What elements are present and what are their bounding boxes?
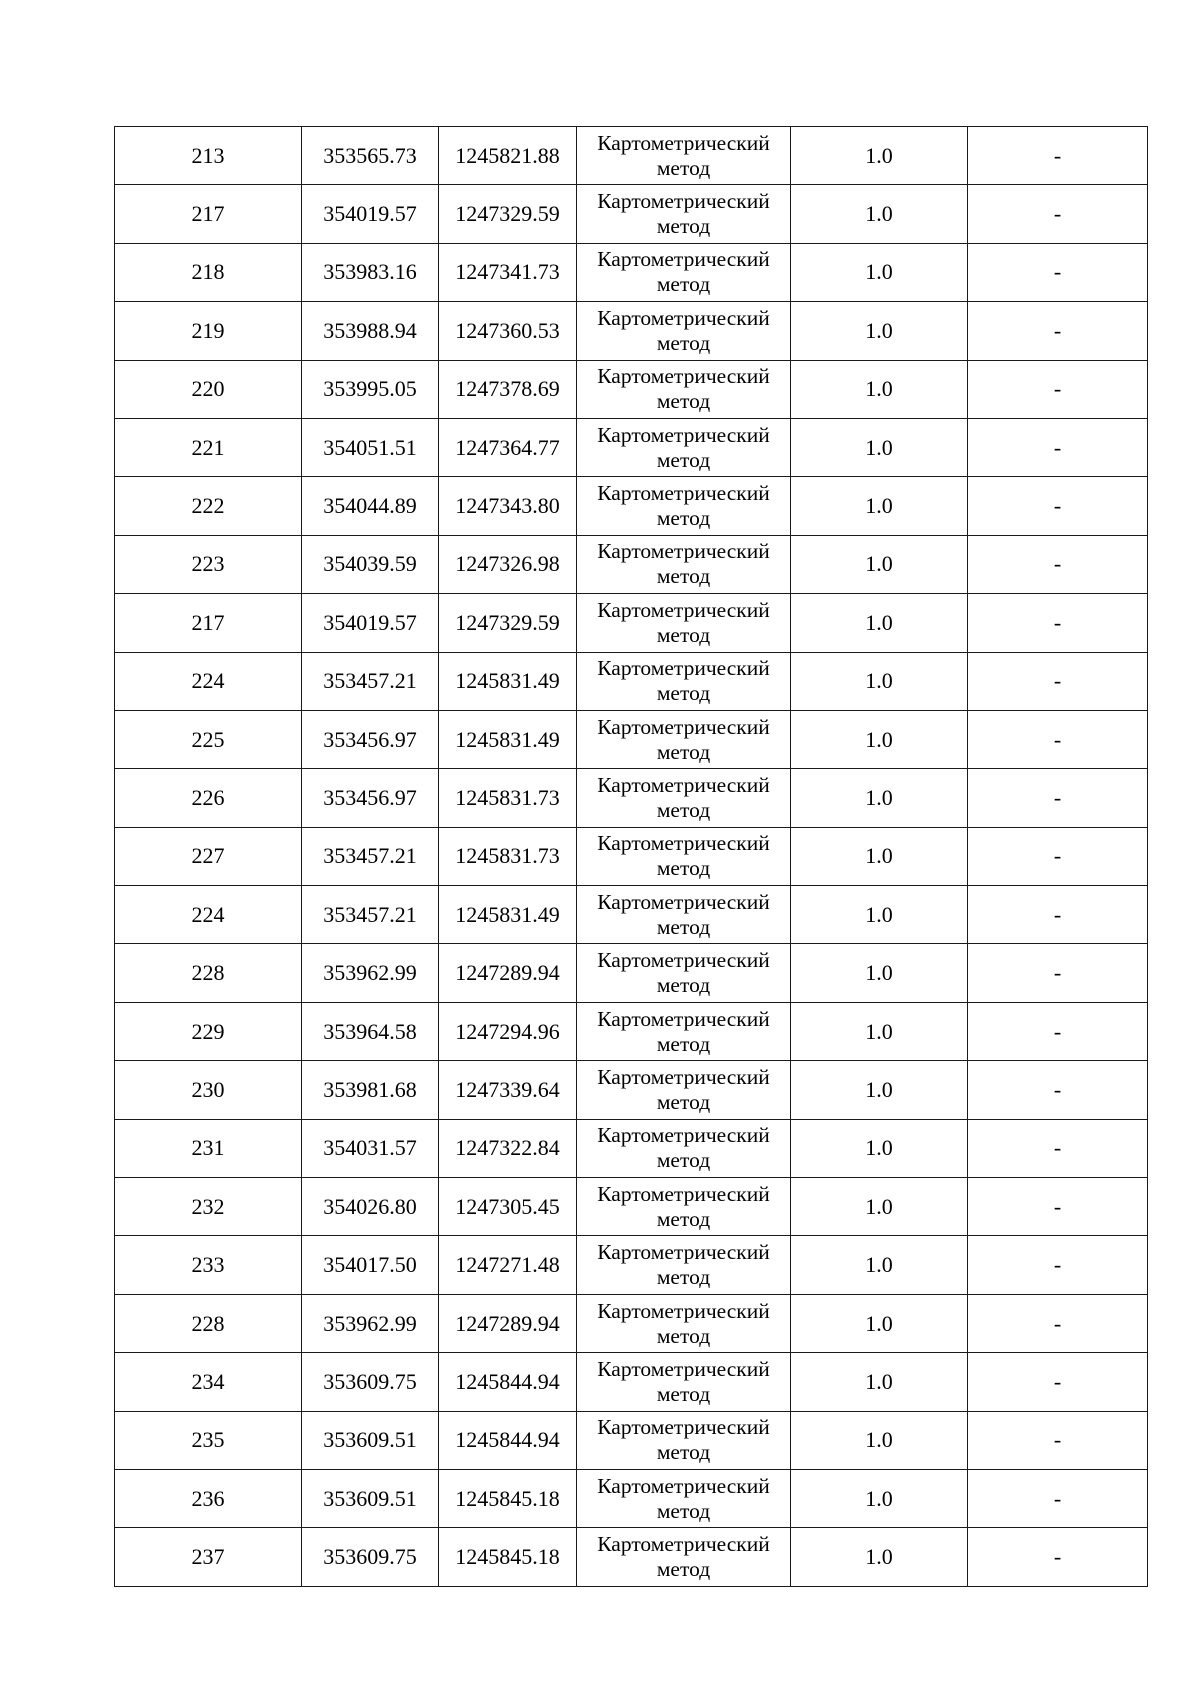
accuracy-cell: 1.0 (791, 1469, 968, 1527)
note-cell: - (968, 1178, 1148, 1236)
x-coordinate-cell: 353565.73 (302, 127, 439, 185)
table-row (115, 127, 1148, 185)
note-cell: - (968, 243, 1148, 301)
point-number-cell: 236 (115, 1469, 302, 1527)
method-cell: Картометрический метод (577, 127, 791, 185)
method-cell: Картометрический метод (577, 302, 791, 360)
method-cell: Картометрический метод (577, 1294, 791, 1352)
accuracy-cell: 1.0 (791, 477, 968, 535)
note-cell: - (968, 652, 1148, 710)
x-coordinate-cell: 354031.57 (302, 1119, 439, 1177)
note-cell: - (968, 1411, 1148, 1469)
accuracy-cell: 1.0 (791, 652, 968, 710)
method-cell: Картометрический метод (577, 1061, 791, 1119)
point-number-cell: 218 (115, 243, 302, 301)
method-cell: Картометрический метод (577, 769, 791, 827)
accuracy-cell: 1.0 (791, 1294, 968, 1352)
accuracy-cell: 1.0 (791, 360, 968, 418)
accuracy-cell: 1.0 (791, 769, 968, 827)
x-coordinate-cell: 353457.21 (302, 652, 439, 710)
method-cell: Картометрический метод (577, 477, 791, 535)
note-cell: - (968, 827, 1148, 885)
x-coordinate-cell: 354039.59 (302, 535, 439, 593)
accuracy-cell: 1.0 (791, 418, 968, 476)
y-coordinate-cell: 1245845.18 (439, 1469, 577, 1527)
y-coordinate-cell: 1247326.98 (439, 535, 577, 593)
method-cell: Картометрический метод (577, 886, 791, 944)
method-cell: Картометрический метод (577, 710, 791, 768)
note-cell: - (968, 418, 1148, 476)
table-row (115, 535, 1148, 593)
point-number-cell: 227 (115, 827, 302, 885)
y-coordinate-cell: 1245831.49 (439, 886, 577, 944)
y-coordinate-cell: 1247329.59 (439, 185, 577, 243)
note-cell: - (968, 302, 1148, 360)
note-cell: - (968, 127, 1148, 185)
point-number-cell: 221 (115, 418, 302, 476)
x-coordinate-cell: 353609.51 (302, 1411, 439, 1469)
y-coordinate-cell: 1245821.88 (439, 127, 577, 185)
accuracy-cell: 1.0 (791, 944, 968, 1002)
y-coordinate-cell: 1247339.64 (439, 1061, 577, 1119)
table-row (115, 1294, 1148, 1352)
method-cell: Картометрический метод (577, 185, 791, 243)
method-cell: Картометрический метод (577, 1411, 791, 1469)
point-number-cell: 237 (115, 1528, 302, 1586)
point-number-cell: 213 (115, 127, 302, 185)
table-row (115, 302, 1148, 360)
x-coordinate-cell: 354026.80 (302, 1178, 439, 1236)
table-row (115, 1061, 1148, 1119)
table-row (115, 1469, 1148, 1527)
method-cell: Картометрический метод (577, 944, 791, 1002)
note-cell: - (968, 185, 1148, 243)
x-coordinate-cell: 354051.51 (302, 418, 439, 476)
note-cell: - (968, 1236, 1148, 1294)
x-coordinate-cell: 353609.51 (302, 1469, 439, 1527)
x-coordinate-cell: 353995.05 (302, 360, 439, 418)
x-coordinate-cell: 354019.57 (302, 594, 439, 652)
table-row (115, 360, 1148, 418)
accuracy-cell: 1.0 (791, 1061, 968, 1119)
table-row (115, 594, 1148, 652)
point-number-cell: 230 (115, 1061, 302, 1119)
y-coordinate-cell: 1245844.94 (439, 1353, 577, 1411)
y-coordinate-cell: 1247360.53 (439, 302, 577, 360)
table-row (115, 652, 1148, 710)
x-coordinate-cell: 354017.50 (302, 1236, 439, 1294)
y-coordinate-cell: 1245831.49 (439, 652, 577, 710)
point-number-cell: 233 (115, 1236, 302, 1294)
note-cell: - (968, 360, 1148, 418)
coordinates-table (114, 126, 1148, 1587)
method-cell: Картометрический метод (577, 652, 791, 710)
accuracy-cell: 1.0 (791, 1236, 968, 1294)
method-cell: Картометрический метод (577, 1528, 791, 1586)
y-coordinate-cell: 1247343.80 (439, 477, 577, 535)
x-coordinate-cell: 353962.99 (302, 1294, 439, 1352)
y-coordinate-cell: 1247271.48 (439, 1236, 577, 1294)
table-row (115, 886, 1148, 944)
point-number-cell: 223 (115, 535, 302, 593)
y-coordinate-cell: 1247289.94 (439, 1294, 577, 1352)
point-number-cell: 217 (115, 185, 302, 243)
y-coordinate-cell: 1245845.18 (439, 1528, 577, 1586)
note-cell: - (968, 1061, 1148, 1119)
method-cell: Картометрический метод (577, 1353, 791, 1411)
table-row (115, 769, 1148, 827)
note-cell: - (968, 1469, 1148, 1527)
method-cell: Картометрический метод (577, 594, 791, 652)
point-number-cell: 235 (115, 1411, 302, 1469)
point-number-cell: 226 (115, 769, 302, 827)
y-coordinate-cell: 1247305.45 (439, 1178, 577, 1236)
point-number-cell: 219 (115, 302, 302, 360)
accuracy-cell: 1.0 (791, 243, 968, 301)
table-row (115, 418, 1148, 476)
x-coordinate-cell: 353962.99 (302, 944, 439, 1002)
accuracy-cell: 1.0 (791, 710, 968, 768)
note-cell: - (968, 769, 1148, 827)
x-coordinate-cell: 353456.97 (302, 769, 439, 827)
table-row (115, 944, 1148, 1002)
x-coordinate-cell: 354044.89 (302, 477, 439, 535)
y-coordinate-cell: 1247322.84 (439, 1119, 577, 1177)
table-row (115, 1528, 1148, 1586)
point-number-cell: 224 (115, 652, 302, 710)
x-coordinate-cell: 353983.16 (302, 243, 439, 301)
x-coordinate-cell: 353456.97 (302, 710, 439, 768)
point-number-cell: 231 (115, 1119, 302, 1177)
y-coordinate-cell: 1247364.77 (439, 418, 577, 476)
y-coordinate-cell: 1245831.49 (439, 710, 577, 768)
x-coordinate-cell: 353457.21 (302, 886, 439, 944)
note-cell: - (968, 1002, 1148, 1060)
accuracy-cell: 1.0 (791, 127, 968, 185)
method-cell: Картометрический метод (577, 1236, 791, 1294)
note-cell: - (968, 1353, 1148, 1411)
accuracy-cell: 1.0 (791, 827, 968, 885)
note-cell: - (968, 710, 1148, 768)
table-row (115, 1411, 1148, 1469)
y-coordinate-cell: 1245831.73 (439, 827, 577, 885)
y-coordinate-cell: 1247378.69 (439, 360, 577, 418)
method-cell: Картометрический метод (577, 360, 791, 418)
y-coordinate-cell: 1245831.73 (439, 769, 577, 827)
y-coordinate-cell: 1245844.94 (439, 1411, 577, 1469)
method-cell: Картометрический метод (577, 535, 791, 593)
table-row (115, 827, 1148, 885)
point-number-cell: 234 (115, 1353, 302, 1411)
accuracy-cell: 1.0 (791, 1353, 968, 1411)
coordinates-table-body (115, 127, 1148, 1587)
method-cell: Картометрический метод (577, 1178, 791, 1236)
x-coordinate-cell: 353964.58 (302, 1002, 439, 1060)
table-row (115, 185, 1148, 243)
accuracy-cell: 1.0 (791, 1119, 968, 1177)
note-cell: - (968, 1119, 1148, 1177)
table-row (115, 710, 1148, 768)
point-number-cell: 224 (115, 886, 302, 944)
x-coordinate-cell: 353981.68 (302, 1061, 439, 1119)
y-coordinate-cell: 1247341.73 (439, 243, 577, 301)
y-coordinate-cell: 1247329.59 (439, 594, 577, 652)
method-cell: Картометрический метод (577, 1002, 791, 1060)
point-number-cell: 228 (115, 944, 302, 1002)
note-cell: - (968, 594, 1148, 652)
point-number-cell: 232 (115, 1178, 302, 1236)
point-number-cell: 222 (115, 477, 302, 535)
table-row (115, 477, 1148, 535)
accuracy-cell: 1.0 (791, 302, 968, 360)
accuracy-cell: 1.0 (791, 1528, 968, 1586)
point-number-cell: 229 (115, 1002, 302, 1060)
x-coordinate-cell: 353988.94 (302, 302, 439, 360)
accuracy-cell: 1.0 (791, 185, 968, 243)
point-number-cell: 228 (115, 1294, 302, 1352)
note-cell: - (968, 944, 1148, 1002)
note-cell: - (968, 1294, 1148, 1352)
point-number-cell: 225 (115, 710, 302, 768)
point-number-cell: 217 (115, 594, 302, 652)
x-coordinate-cell: 353609.75 (302, 1528, 439, 1586)
table-row (115, 1119, 1148, 1177)
accuracy-cell: 1.0 (791, 1178, 968, 1236)
note-cell: - (968, 477, 1148, 535)
note-cell: - (968, 535, 1148, 593)
table-row (115, 1353, 1148, 1411)
method-cell: Картометрический метод (577, 1469, 791, 1527)
accuracy-cell: 1.0 (791, 886, 968, 944)
method-cell: Картометрический метод (577, 243, 791, 301)
x-coordinate-cell: 354019.57 (302, 185, 439, 243)
y-coordinate-cell: 1247289.94 (439, 944, 577, 1002)
note-cell: - (968, 1528, 1148, 1586)
y-coordinate-cell: 1247294.96 (439, 1002, 577, 1060)
x-coordinate-cell: 353457.21 (302, 827, 439, 885)
accuracy-cell: 1.0 (791, 535, 968, 593)
table-row (115, 1236, 1148, 1294)
method-cell: Картометрический метод (577, 1119, 791, 1177)
accuracy-cell: 1.0 (791, 594, 968, 652)
table-row (115, 1178, 1148, 1236)
method-cell: Картометрический метод (577, 827, 791, 885)
table-row (115, 1002, 1148, 1060)
method-cell: Картометрический метод (577, 418, 791, 476)
x-coordinate-cell: 353609.75 (302, 1353, 439, 1411)
accuracy-cell: 1.0 (791, 1002, 968, 1060)
point-number-cell: 220 (115, 360, 302, 418)
accuracy-cell: 1.0 (791, 1411, 968, 1469)
note-cell: - (968, 886, 1148, 944)
table-row (115, 243, 1148, 301)
